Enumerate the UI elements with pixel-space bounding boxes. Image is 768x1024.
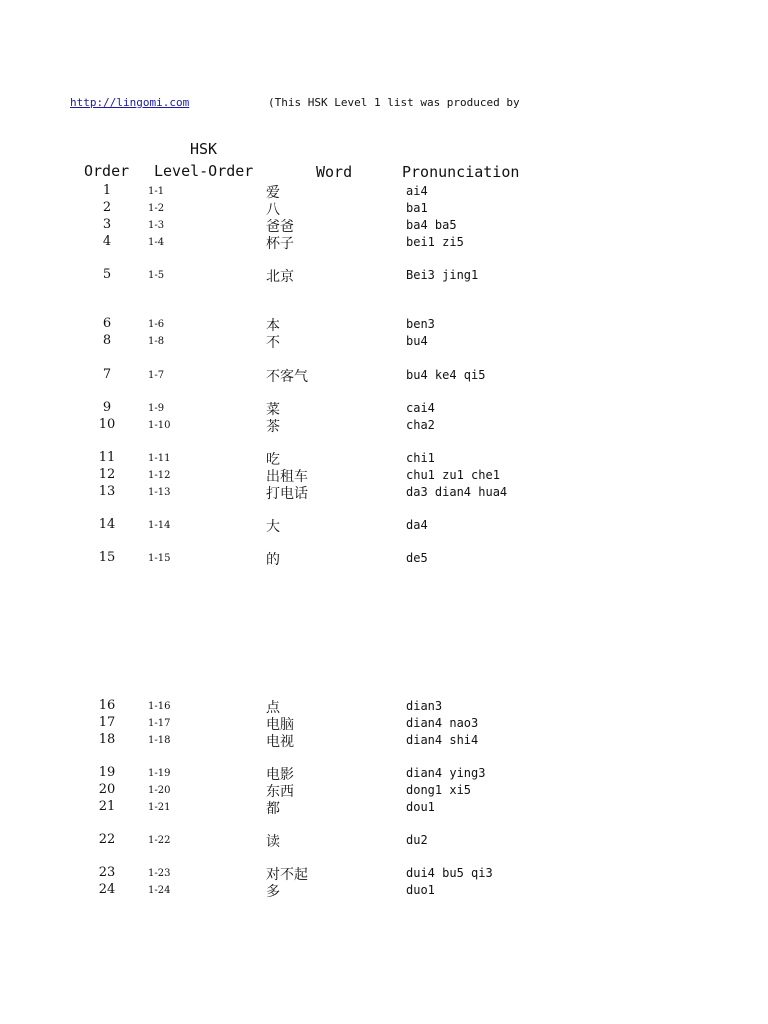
level-order-cell: 1-20: [148, 785, 171, 796]
pronunciation-cell: da4: [406, 518, 428, 532]
table-row: [0, 400, 768, 417]
table-row: [0, 865, 768, 882]
order-cell: 3: [102, 217, 112, 232]
order-cell: 24: [98, 882, 116, 897]
order-cell: 19: [98, 765, 116, 780]
table-row: [0, 417, 768, 434]
table-row: [0, 183, 768, 200]
column-header-order: Order: [84, 162, 130, 180]
table-row: [0, 234, 768, 251]
word-cell: 大: [266, 519, 280, 535]
level-order-cell: 1-23: [148, 868, 171, 879]
pronunciation-cell: Bei3 jing1: [406, 268, 479, 282]
column-header-hsk: HSK: [190, 140, 218, 158]
level-order-cell: 1-3: [148, 220, 165, 231]
word-cell: 多: [266, 884, 280, 900]
order-cell: 9: [102, 400, 112, 415]
order-cell: 4: [102, 234, 112, 249]
word-cell: 读: [266, 834, 280, 850]
word-cell: 北京: [266, 269, 294, 285]
level-order-cell: 1-9: [148, 403, 165, 414]
column-header-pronunciation: Pronunciation: [402, 163, 520, 181]
level-order-cell: 1-2: [148, 203, 165, 214]
order-cell: 13: [98, 484, 116, 499]
word-cell: 东西: [266, 784, 294, 800]
table-row: [0, 484, 768, 501]
lingomi-link[interactable]: http://lingomi.com: [70, 96, 190, 109]
table-row: [0, 715, 768, 732]
table-row: [0, 217, 768, 234]
column-header-word: Word: [316, 163, 353, 181]
table-row: [0, 333, 768, 350]
word-cell: 电脑: [266, 717, 294, 733]
pronunciation-cell: dian4 nao3: [406, 716, 479, 730]
word-cell: 爱: [266, 185, 280, 201]
pronunciation-cell: cha2: [406, 418, 435, 432]
word-cell: 点: [266, 700, 280, 716]
level-order-cell: 1-15: [148, 553, 171, 564]
word-cell: 都: [266, 801, 280, 817]
order-cell: 17: [98, 715, 116, 730]
source-note: (This HSK Level 1 list was produced by: [268, 96, 520, 109]
pronunciation-cell: dong1 xi5: [406, 783, 472, 797]
pronunciation-cell: bu4: [406, 334, 428, 348]
level-order-cell: 1-24: [148, 885, 171, 896]
order-cell: 6: [102, 316, 112, 331]
level-order-cell: 1-5: [148, 270, 165, 281]
level-order-cell: 1-7: [148, 370, 165, 381]
word-cell: 对不起: [266, 867, 308, 883]
word-cell: 菜: [266, 402, 280, 418]
table-row: [0, 799, 768, 816]
level-order-cell: 1-10: [148, 420, 171, 431]
pronunciation-cell: dui4 bu5 qi3: [406, 866, 493, 880]
pronunciation-cell: dou1: [406, 800, 435, 814]
pronunciation-cell: dian4 ying3: [406, 766, 486, 780]
level-order-cell: 1-12: [148, 470, 171, 481]
order-cell: 15: [98, 550, 116, 565]
level-order-cell: 1-8: [148, 336, 165, 347]
level-order-cell: 1-17: [148, 718, 171, 729]
pronunciation-cell: ba4 ba5: [406, 218, 457, 232]
order-cell: 14: [98, 517, 116, 532]
table-row: [0, 367, 768, 384]
table-row: [0, 467, 768, 484]
word-cell: 不客气: [266, 369, 308, 385]
table-row: [0, 765, 768, 782]
pronunciation-cell: de5: [406, 551, 428, 565]
table-row: [0, 316, 768, 333]
pronunciation-cell: chi1: [406, 451, 435, 465]
order-cell: 12: [98, 467, 116, 482]
level-order-cell: 1-19: [148, 768, 171, 779]
order-cell: 5: [102, 267, 112, 282]
pronunciation-cell: cai4: [406, 401, 435, 415]
word-cell: 爸爸: [266, 219, 294, 235]
table-row: [0, 200, 768, 217]
pronunciation-cell: ba1: [406, 201, 428, 215]
order-cell: 21: [98, 799, 116, 814]
level-order-cell: 1-13: [148, 487, 171, 498]
order-cell: 7: [102, 367, 112, 382]
table-row: [0, 450, 768, 467]
table-row: [0, 550, 768, 567]
word-cell: 茶: [266, 419, 280, 435]
order-cell: 11: [98, 450, 116, 465]
table-row: [0, 882, 768, 899]
table-row: [0, 267, 768, 284]
order-cell: 1: [102, 183, 112, 198]
order-cell: 23: [98, 865, 116, 880]
level-order-cell: 1-21: [148, 802, 171, 813]
level-order-cell: 1-16: [148, 701, 171, 712]
table-row: [0, 832, 768, 849]
table-row: [0, 782, 768, 799]
word-cell: 杯子: [266, 236, 294, 252]
level-order-cell: 1-14: [148, 520, 171, 531]
pronunciation-cell: duo1: [406, 883, 435, 897]
order-cell: 10: [98, 417, 116, 432]
order-cell: 20: [98, 782, 116, 797]
word-cell: 本: [266, 318, 280, 334]
pronunciation-cell: dian3: [406, 699, 443, 713]
level-order-cell: 1-11: [148, 453, 171, 464]
pronunciation-cell: du2: [406, 833, 428, 847]
order-cell: 8: [102, 333, 112, 348]
table-row: [0, 698, 768, 715]
order-cell: 16: [98, 698, 116, 713]
word-cell: 八: [266, 202, 280, 218]
word-cell: 吃: [266, 452, 280, 468]
table-row: [0, 517, 768, 534]
column-header-level-order: Level-Order: [154, 162, 254, 180]
table-row: [0, 732, 768, 749]
level-order-cell: 1-4: [148, 237, 165, 248]
pronunciation-cell: da3 dian4 hua4: [406, 485, 508, 499]
word-cell: 电影: [266, 767, 294, 783]
level-order-cell: 1-22: [148, 835, 171, 846]
pronunciation-cell: chu1 zu1 che1: [406, 468, 500, 482]
level-order-cell: 1-6: [148, 319, 165, 330]
pronunciation-cell: bei1 zi5: [406, 235, 464, 249]
word-cell: 的: [266, 552, 280, 568]
pronunciation-cell: ai4: [406, 184, 428, 198]
level-order-cell: 1-18: [148, 735, 171, 746]
pronunciation-cell: dian4 shi4: [406, 733, 479, 747]
order-cell: 18: [98, 732, 116, 747]
level-order-cell: 1-1: [148, 186, 165, 197]
order-cell: 2: [102, 200, 112, 215]
pronunciation-cell: ben3: [406, 317, 435, 331]
word-cell: 电视: [266, 734, 294, 750]
word-cell: 不: [266, 335, 280, 351]
word-cell: 打电话: [266, 486, 308, 502]
order-cell: 22: [98, 832, 116, 847]
pronunciation-cell: bu4 ke4 qi5: [406, 368, 486, 382]
word-cell: 出租车: [266, 469, 308, 485]
